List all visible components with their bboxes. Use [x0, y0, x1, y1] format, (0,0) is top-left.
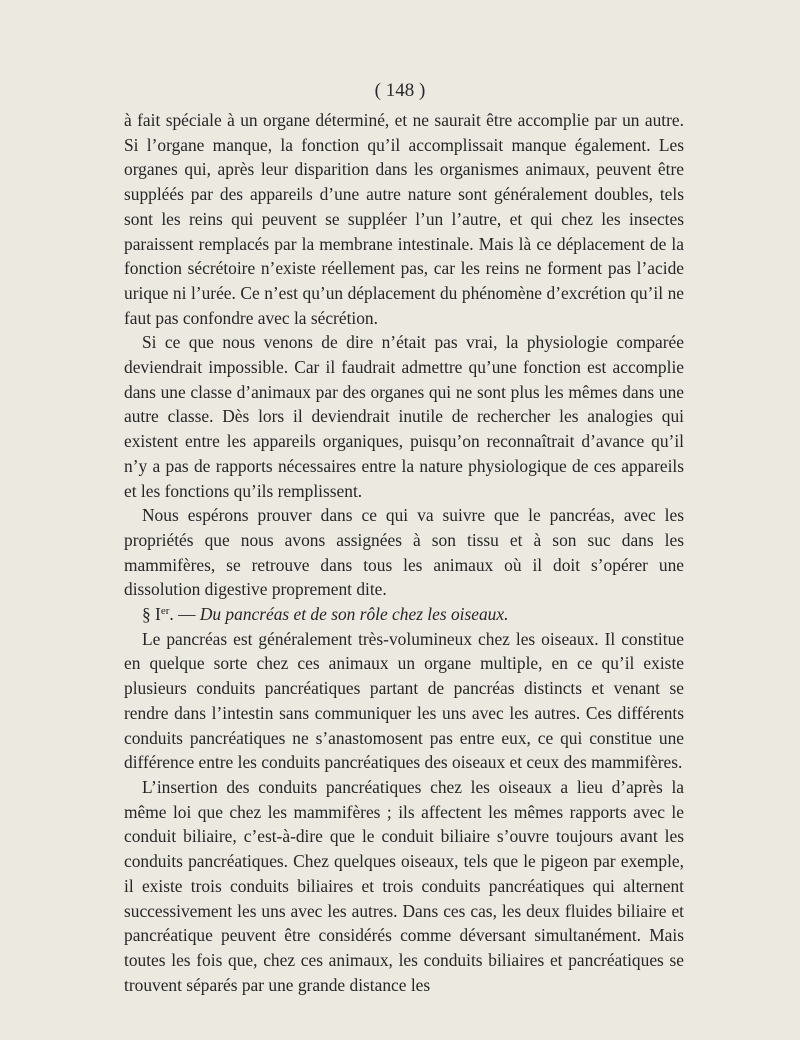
section-number: § I	[142, 604, 161, 625]
section-number-superscript: er	[160, 605, 170, 618]
paragraph: L’insertion des conduits pancréatiques chez les oiseaux a lieu d’après la même loi que chez les mammifères ; ils affectent les mêmes rapports avec le conduit biliaire, c’est-à-dire que le conduit biliaire s’ouvre toujours avant les conduits pancréatiques. Chez quelques oiseaux, tels que le pigeon par exemple, il existe trois conduits biliaires et trois conduits pancréatiques qui alternent successivement les uns avec les autres. Dans ces cas, les deux fluides biliaire et pancréatique peuvent être considérés comme déversant simultanément. Mais toutes les fois que, chez ces animaux, les conduits biliaires et pancréatiques se trouvent séparés par une grande distance les	[124, 776, 684, 995]
section-dash: . —	[169, 604, 200, 625]
section-title: Du pancréas et de son rôle chez les oiseaux.	[199, 604, 509, 625]
page-number: ( 148 )	[374, 80, 426, 101]
section-heading	[124, 602, 684, 627]
paragraph: Le pancréas est généralement très-volumineux chez les oiseaux. Il constitue en quelque sorte chez ces animaux un organe multiple, en ce qu’il existe plusieurs conduits pancréatiques partant de pancréas distincts et venant se rendre dans l’intestin sans communiquer les uns avec les autres. Ces différents conduits pancréatiques ne s’anastomosent pas entre eux, ce qui constitue une différence entre les conduits pancréatiques des oiseaux et ceux des mammifères.	[124, 628, 684, 773]
paragraph: Si ce que nous venons de dire n’était pas vrai, la physiologie comparée deviendrait impossible. Car il faudrait admettre qu’une fonction est accomplie dans une classe d’animaux par des organes qui ne sont plus les mêmes dans une autre classe. Dès lors il deviendrait inutile de rechercher les analogies qui existent entre les appareils organiques, puisqu’on reconnaîtrait d’avance qu’il n’y a pas de rapports nécessaires entre la nature physiologique de ces appareils et les fonctions qu’ils remplissent.	[124, 332, 684, 501]
body-text	[124, 108, 684, 997]
paragraph: Nous espérons prouver dans ce qui va suivre que le pancréas, avec les propriétés que nous avons assignées à son tissu et à son suc dans les mammifères, se retrouve dans tous les animaux où il doit s’opérer une dissolution digestive proprement dite.	[124, 505, 684, 600]
paragraph: à fait spéciale à un organe déterminé, et ne saurait être accomplie par un autre. Si l’organe manque, la fonction qu’il accomplissait manque également. Les organes qui, après leur disparition dans les organismes animaux, peuvent être suppléés par des appareils d’une autre nature sont généralement doubles, tels sont les reins qui peuvent se suppléer l’un l’autre, et qui chez les insectes paraissent remplacés par la membrane intestinale. Mais là ce déplacement de la fonction sécrétoire n’existe réellement pas, car les reins ne forment pas l’acide urique ni l’urée. Ce n’est qu’un déplacement du phénomène d’excrétion qu’il ne faut pas confondre avec la sécrétion.	[124, 110, 684, 328]
